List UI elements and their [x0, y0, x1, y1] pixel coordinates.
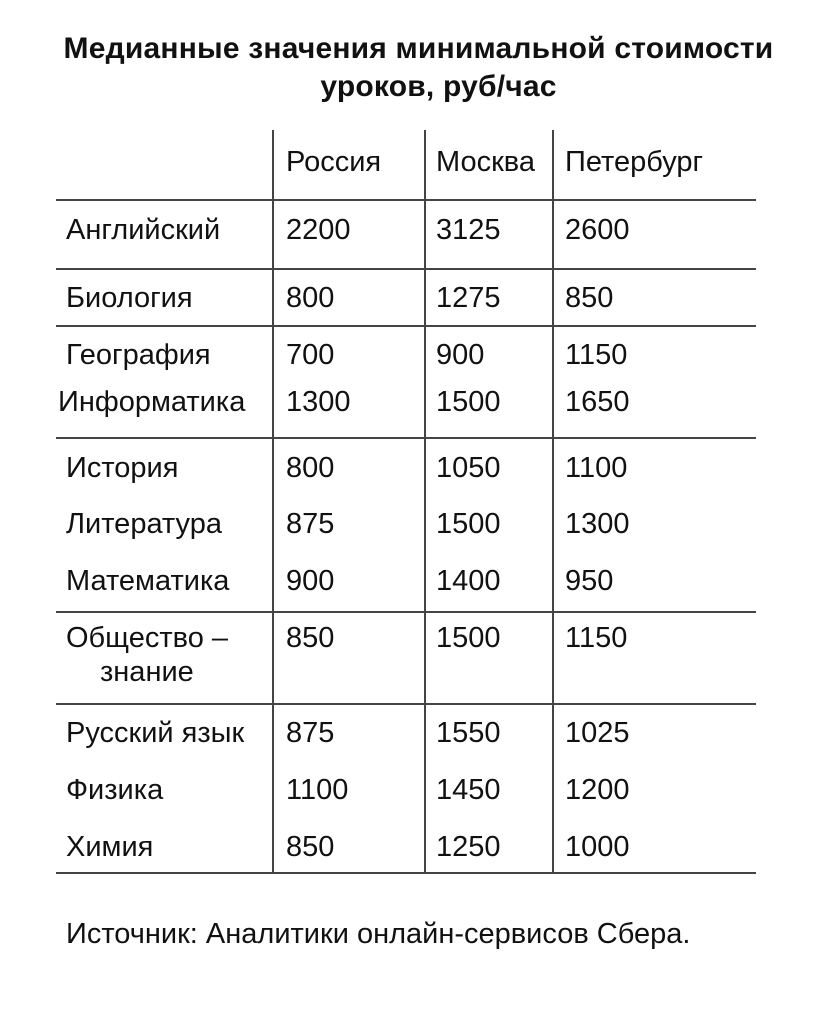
row-subject: Информатика — [58, 386, 246, 418]
row-subject — [66, 621, 228, 689]
cell-petersburg: 1650 — [565, 386, 630, 418]
cell-russia: 850 — [286, 622, 335, 654]
cell-moscow: 1250 — [436, 831, 501, 863]
cell-petersburg: 1150 — [565, 339, 628, 371]
cell-petersburg: 1300 — [565, 508, 630, 540]
cell-russia: 1300 — [286, 386, 351, 418]
cell-russia: 800 — [286, 452, 335, 484]
row-subject: Математика — [66, 565, 230, 597]
cell-russia: 800 — [286, 282, 335, 314]
cell-petersburg: 1200 — [565, 774, 630, 806]
cell-petersburg: 1150 — [565, 622, 628, 654]
row-divider — [56, 437, 756, 439]
row-subject: Биология — [66, 282, 193, 314]
row-subject: Физика — [66, 774, 164, 806]
cell-russia: 875 — [286, 508, 335, 540]
cell-russia: 900 — [286, 565, 335, 597]
row-subject-line-2: знание — [100, 656, 194, 688]
cell-russia: 875 — [286, 717, 335, 749]
column-header-moscow: Москва — [436, 146, 536, 178]
cell-moscow: 1500 — [436, 508, 501, 540]
cell-moscow: 1050 — [436, 452, 501, 484]
cell-petersburg: 1100 — [565, 452, 628, 484]
column-divider — [272, 130, 274, 872]
cell-russia: 1100 — [286, 774, 349, 806]
cell-moscow: 1450 — [436, 774, 501, 806]
cell-moscow: 1500 — [436, 386, 501, 418]
cell-moscow: 1550 — [436, 717, 501, 749]
cell-russia: 2200 — [286, 214, 351, 246]
title-line-1: Медианные значения минимальной стоимости — [63, 32, 774, 65]
cell-petersburg: 1025 — [565, 717, 630, 749]
row-subject: Химия — [66, 831, 154, 863]
column-divider — [552, 130, 554, 872]
row-subject: История — [66, 452, 179, 484]
row-subject: Английский — [66, 214, 221, 246]
cell-petersburg: 1000 — [565, 831, 630, 863]
row-divider — [56, 703, 756, 705]
column-header-russia: Россия — [286, 146, 382, 178]
cell-petersburg: 2600 — [565, 214, 630, 246]
cell-moscow: 1275 — [436, 282, 501, 314]
source-note: Источник: Аналитики онлайн-сервисов Сбера. — [66, 918, 691, 950]
row-divider — [56, 872, 756, 874]
row-subject: География — [66, 339, 211, 371]
cell-moscow: 3125 — [436, 214, 501, 246]
cell-moscow: 1400 — [436, 565, 501, 597]
row-divider — [56, 199, 756, 201]
title-line-2: уроков, руб/час — [320, 70, 557, 103]
row-subject: Литература — [66, 508, 222, 540]
cell-petersburg: 850 — [565, 282, 614, 314]
cell-russia: 850 — [286, 831, 335, 863]
cell-moscow: 1500 — [436, 622, 501, 654]
cell-petersburg: 950 — [565, 565, 614, 597]
row-divider — [56, 325, 756, 327]
row-divider — [56, 611, 756, 613]
column-divider — [424, 130, 426, 872]
cell-moscow: 900 — [436, 339, 485, 371]
column-header-petersburg: Петербург — [565, 146, 704, 178]
row-subject: Русский язык — [66, 717, 245, 749]
row-divider — [56, 268, 756, 270]
cell-russia: 700 — [286, 339, 335, 371]
row-subject-line-1: Общество – — [66, 622, 229, 654]
